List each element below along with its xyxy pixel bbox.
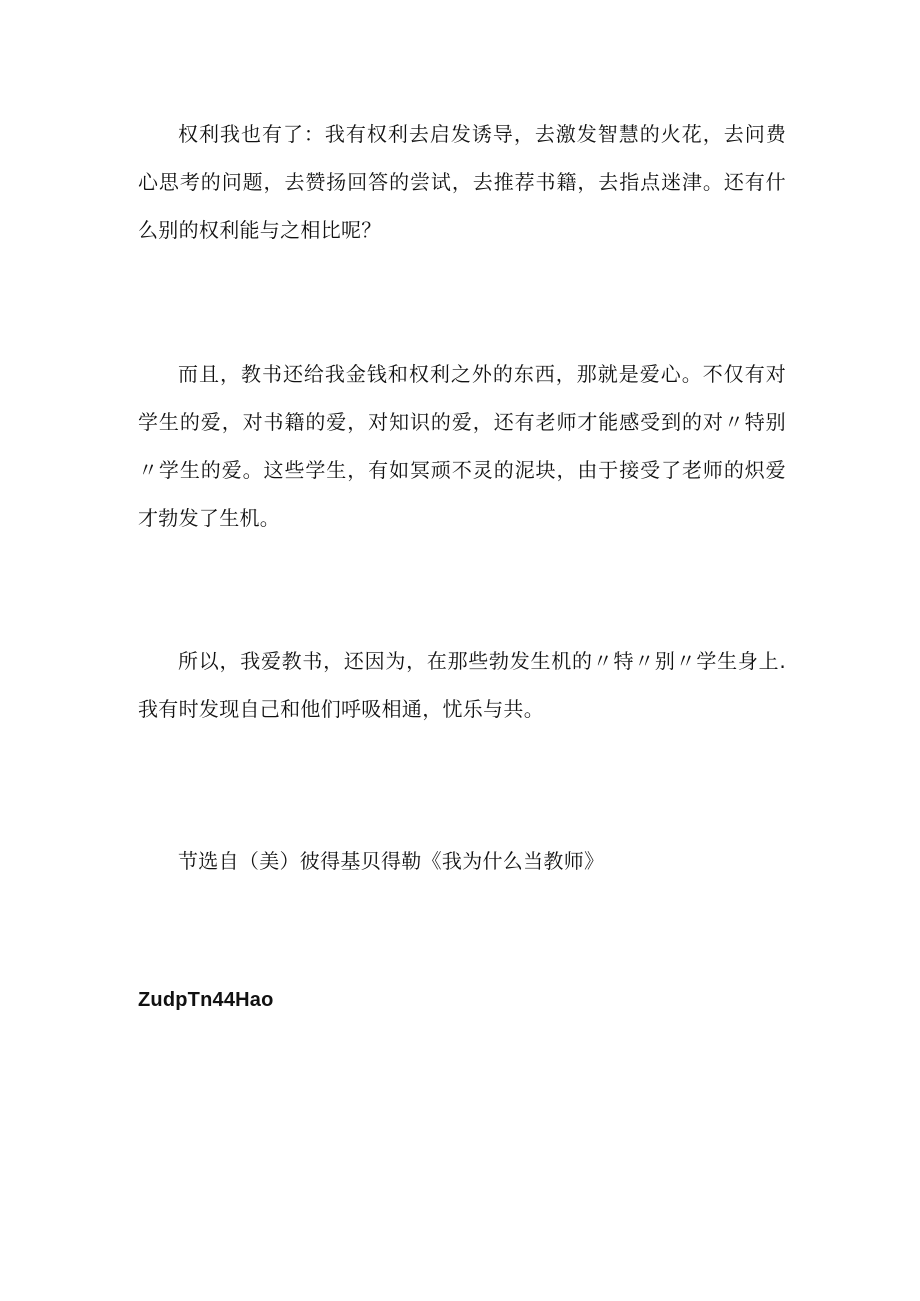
paragraph-love: 而且，教书还给我金钱和权利之外的东西，那就是爱心。不仅有对学生的爱，对书籍的爱，对知识的爱，还有老师才能感受到的对〃特别〃学生的爱。这些学生，有如冥顽不灵的泥块，由于接受了老师的炽爱才勃发了生机。	[138, 362, 786, 530]
footer-code: ZudpTn44Hao	[138, 989, 274, 1011]
paragraph-rights: 权利我也有了：我有权利去启发诱导，去激发智慧的火花，去问费心思考的问题，去赞扬回答的尝试，去推荐书籍，去指点迷津。还有什么别的权利能与之相比呢？	[138, 122, 786, 242]
source-citation: 节选自（美）彼得基贝得勒《我为什么当教师》	[178, 849, 605, 873]
paragraph-conclusion: 所以，我爱教书，还因为，在那些勃发生机的〃特〃别〃学生身上.我有时发现自己和他们呼吸相通，忧乐与共。	[138, 649, 786, 721]
